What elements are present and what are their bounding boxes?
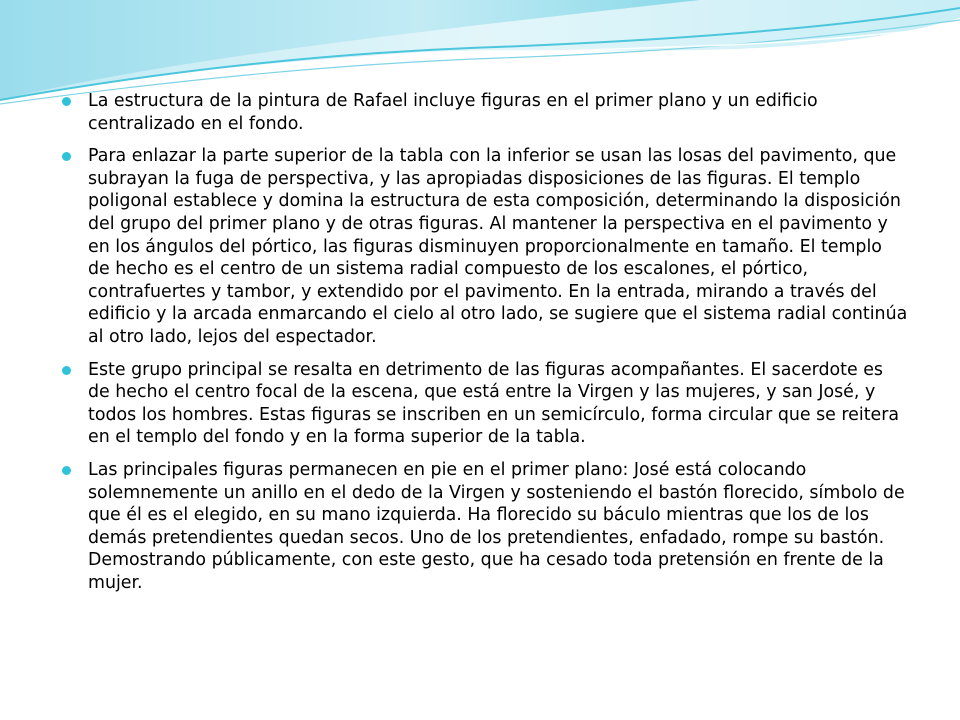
bullet-dot-icon bbox=[62, 97, 71, 106]
bullet-dot-icon bbox=[62, 466, 71, 475]
bullet-item bbox=[58, 459, 908, 595]
bullet-text: Las principales figuras permanecen en pie en el primer plano: José está colocando solemnemente un anillo en el dedo de la Virgen y sosteniendo el bastón florecido, símbolo de que él es el elegido, en su mano izquierda. Ha florecido su báculo mientras que los de los demás pretendientes quedan secos. Uno de los pretendientes, enfadado, rompe su bastón. Demostrando públicamente, con este gesto, que ha cesado toda pretensión en frente de la mujer. bbox=[88, 459, 905, 593]
bullet-text: Este grupo principal se resalta en detrimento de las figuras acompañantes. El sacerdote es de hecho el centro focal de la escena, que está entre la Virgen y las mujeres, y san José, y todos los hombres. Estas figuras se inscriben en un semicírculo, forma circular que se reitera en el templo del fondo y en la forma superior de la tabla. bbox=[88, 359, 900, 448]
bullet-text: Para enlazar la parte superior de la tabla con la inferior se usan las losas del pavimento, que subrayan la fuga de perspectiva, y las apropiadas disposiciones de las figuras. El templo poligonal establece y domina la estructura de esta composición, determinando la disposición del grupo del primer plano y de otras figuras. Al mantener la perspectiva en el pavimento y en los ángulos del pórtico, las figuras disminuyen proporcionalmente en tamaño. El templo de hecho es el centro de un sistema radial compuesto de los escalones, el pórtico, contrafuertes y tambor, y extendido por el pavimento. En la entrada, mirando a través del edificio y la arcada enmarcando el cielo al otro lado, se sugiere que el sistema radial continúa al otro lado, lejos del espectador. bbox=[88, 146, 908, 347]
bullet-list bbox=[58, 90, 908, 594]
bullet-dot-icon bbox=[62, 152, 71, 161]
bullet-item bbox=[58, 359, 908, 449]
bullet-item bbox=[58, 145, 908, 348]
bullet-item bbox=[58, 90, 908, 135]
bullet-dot-icon bbox=[62, 366, 71, 375]
bullet-text: La estructura de la pintura de Rafael incluye figuras en el primer plano y un edificio centralizado en el fondo. bbox=[88, 91, 818, 134]
slide-body bbox=[58, 90, 908, 604]
